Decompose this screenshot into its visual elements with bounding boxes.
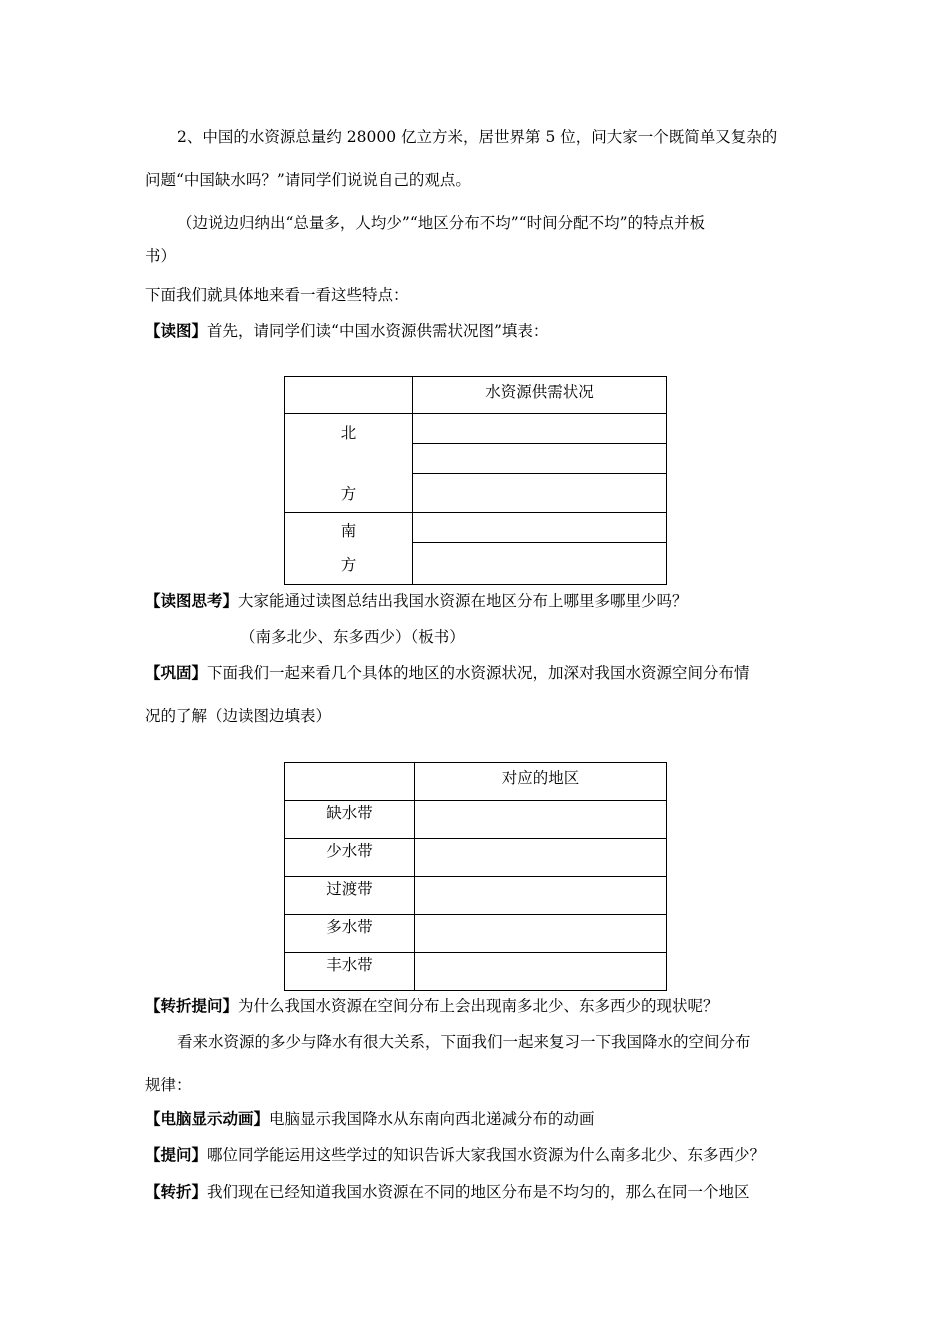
region-label: 北: [340, 424, 357, 442]
zone-label: 缺水带: [285, 801, 415, 839]
header-empty-cell: [285, 763, 415, 801]
paragraph-text: 首先，请同学们读“中国水资源供需状况图”填表：: [207, 322, 549, 340]
paragraph-text: 下面我们一起来看几个具体的地区的水资源状况，加深对我国水资源空间分布情: [207, 664, 750, 682]
table-header: 水资源供需状况: [413, 377, 667, 414]
paragraph-line: [145, 1108, 595, 1130]
blank-fill-cell[interactable]: [415, 953, 667, 991]
blank-fill-cell[interactable]: [413, 414, 667, 444]
zone-label: 丰水带: [285, 953, 415, 991]
blank-fill-cell[interactable]: [413, 444, 667, 474]
paragraph-text: 电脑显示我国降水从东南向西北递减分布的动画: [269, 1110, 595, 1128]
section-tag: 【巩固】: [145, 664, 208, 682]
section-tag: 【读图思考】: [145, 592, 239, 610]
blank-fill-cell[interactable]: [413, 474, 667, 513]
paragraph-line: [145, 995, 719, 1017]
zone-label: 少水带: [285, 839, 415, 877]
region-north: [285, 414, 413, 513]
supply-demand-table: [284, 376, 667, 585]
section-tag: 【电脑显示动画】: [145, 1110, 270, 1128]
paragraph-line: [145, 662, 750, 684]
paragraph-line: [145, 320, 548, 342]
section-tag: 【读图】: [145, 322, 208, 340]
header-empty-cell: [285, 377, 413, 414]
table-header: 对应的地区: [415, 763, 667, 801]
paragraph-line: 问题“中国缺水吗？”请同学们说说自己的观点。: [145, 171, 471, 189]
blank-fill-cell[interactable]: [413, 513, 667, 543]
blank-fill-cell[interactable]: [413, 543, 667, 585]
water-zone-table: [284, 762, 667, 991]
blank-fill-cell[interactable]: [415, 915, 667, 953]
region-label: 方: [340, 556, 357, 574]
blank-fill-cell[interactable]: [415, 801, 667, 839]
paragraph-line: （南多北少、东多西少）（板书）: [240, 628, 465, 646]
paragraph-line: 书）: [145, 247, 177, 265]
section-tag: 【转折】: [145, 1183, 208, 1201]
paragraph-text: 大家能通过读图总结出我国水资源在地区分布上哪里多哪里少吗？: [238, 592, 688, 610]
region-label: 方: [340, 485, 357, 503]
zone-label: 多水带: [285, 915, 415, 953]
section-tag: 【转折提问】: [145, 997, 239, 1015]
blank-fill-cell[interactable]: [415, 839, 667, 877]
paragraph-line: [145, 590, 688, 612]
paragraph-line: 看来水资源的多少与降水有很大关系，下面我们一起来复习一下我国降水的空间分布: [177, 1033, 751, 1051]
paragraph-line: （边说边归纳出“总量多，人均少”“地区分布不均”“时间分配不均”的特点并板: [177, 214, 706, 232]
paragraph-line: [145, 1181, 750, 1203]
paragraph-text: 我们现在已经知道我国水资源在不同的地区分布是不均匀的，那么在同一个地区: [207, 1183, 750, 1201]
paragraph-line: 规律：: [145, 1076, 192, 1094]
paragraph-text: 哪位同学能运用这些学过的知识告诉大家我国水资源为什么南多北少、东多西少？: [207, 1146, 766, 1164]
paragraph-line: 况的了解（边读图边填表）: [145, 707, 332, 725]
section-tag: 【提问】: [145, 1146, 208, 1164]
paragraph-text: 为什么我国水资源在空间分布上会出现南多北少、东多西少的现状呢？: [238, 997, 719, 1015]
paragraph-line: 2、中国的水资源总量约 28000 亿立方米，居世界第 5 位，问大家一个既简单又复杂的: [177, 128, 778, 146]
blank-fill-cell[interactable]: [415, 877, 667, 915]
region-label: 南: [340, 522, 357, 540]
region-south: [285, 513, 413, 585]
paragraph-line: [145, 1144, 765, 1166]
paragraph-line: 下面我们就具体地来看一看这些特点：: [145, 286, 409, 304]
zone-label: 过渡带: [285, 877, 415, 915]
